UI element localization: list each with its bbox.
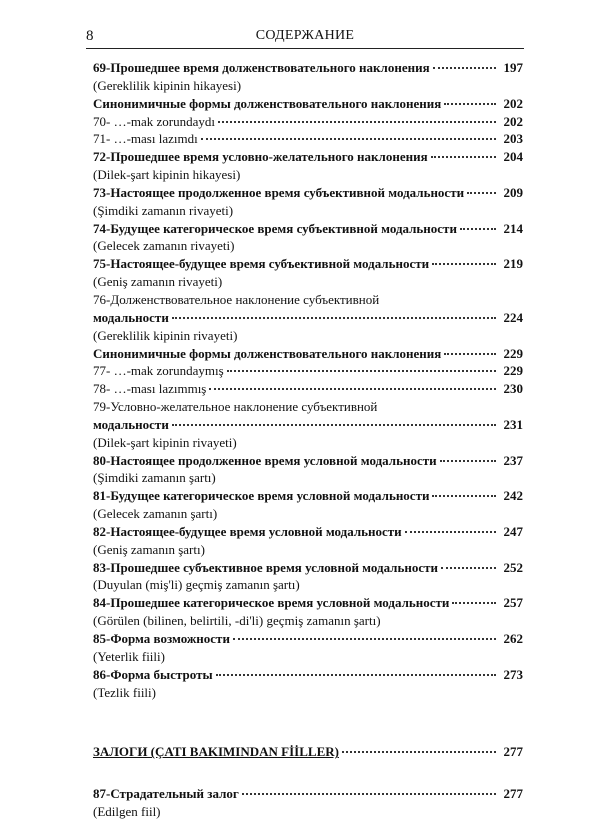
toc-page-number: 242 <box>503 488 523 504</box>
dot-leader <box>218 120 496 123</box>
toc-entry-title: 70- …-mak zorundaydı <box>93 113 216 129</box>
toc-entry-subtitle: (Duyulan (miş'li) geçmiş zamanın şartı) <box>93 577 300 593</box>
dot-leader <box>172 423 496 426</box>
toc-page-number: 262 <box>503 631 523 646</box>
toc-entry <box>93 255 523 273</box>
toc-entry-subtitle: (Yeterlik fiili) <box>93 648 165 664</box>
toc-entry-title: Синонимичные формы долженствовательного наклонения <box>93 95 442 111</box>
toc-page-number: 209 <box>503 184 523 200</box>
dot-leader <box>201 137 496 140</box>
toc-entry <box>93 130 523 148</box>
toc-entry-subtitle: (Dilek-şart kipinin rivayeti) <box>93 434 237 450</box>
toc-entry-subtitle: (Tezlik fiili) <box>93 684 156 700</box>
toc-page-number: 231 <box>503 416 523 432</box>
toc-page-number: 230 <box>503 381 523 397</box>
toc-entry <box>93 220 523 238</box>
toc-page-number: 237 <box>503 452 523 468</box>
toc-entry-title: 83-Прошедшее субъективное время условной модальности <box>93 559 438 575</box>
toc-entry-title: 77- …-mak zorundaymış <box>93 363 224 379</box>
toc-entry <box>93 559 523 577</box>
toc-entry <box>93 345 523 363</box>
toc-entry-title-line: 76-Долженствовательное наклонение субъективной <box>93 291 380 307</box>
toc-entry <box>93 630 523 648</box>
section-page-number: 277 <box>503 744 523 760</box>
page-number: 8 <box>86 28 94 44</box>
toc-page-number: 214 <box>503 220 523 236</box>
toc-entry-subtitle: (Geniş zamanın şartı) <box>93 541 205 557</box>
toc-entry <box>93 95 523 113</box>
toc-entry <box>93 113 523 131</box>
toc-page-number: 277 <box>503 786 523 802</box>
toc-page-number: 247 <box>503 523 523 539</box>
spacer <box>93 761 523 785</box>
toc-entry-title: 84-Прошедшее категорическое время условной модальности <box>93 595 450 611</box>
toc-entry-subtitle: (Gelecek zamanın şartı) <box>93 506 218 522</box>
toc-entry <box>93 59 523 77</box>
toc-entry <box>93 594 523 612</box>
toc-entry <box>93 523 523 541</box>
toc-entry-subtitle: (Dilek-şart kipinin hikayesi) <box>93 167 241 183</box>
toc-entry <box>93 184 523 202</box>
dot-leader <box>452 601 496 604</box>
toc-page-number: 252 <box>503 559 523 575</box>
dot-leader <box>432 494 496 497</box>
dot-leader <box>233 637 496 640</box>
dot-leader <box>460 227 496 230</box>
toc-entry <box>93 666 523 684</box>
toc-entry-subtitle: (Gereklilik kipinin rivayeti) <box>93 327 238 343</box>
toc-entry-title: 72-Прошедшее время условно-желательного наклонения <box>93 149 428 165</box>
toc-entry-title-line: 79-Условно-желательное наклонение субъективной <box>93 399 378 415</box>
toc-entry-title: 71- …-ması lazımdı <box>93 131 198 147</box>
toc-entry-title: 82-Настоящее-будущее время условной модальности <box>93 523 402 539</box>
toc-entry-title: 86-Форма быстроты <box>93 666 213 682</box>
toc-page-number: 229 <box>503 363 523 379</box>
toc-entry <box>93 362 523 380</box>
toc-entry-title: 74-Будущее категорическое время субъективной модальности <box>93 220 457 236</box>
dot-leader <box>440 459 496 462</box>
toc-entry-title: 75-Настоящее-будущее время субъективной модальности <box>93 256 430 272</box>
dot-leader <box>432 262 496 265</box>
toc-page-number: 197 <box>503 60 523 75</box>
toc-page-number: 224 <box>503 309 523 325</box>
toc-entry <box>93 452 523 470</box>
toc-entry-title: 78- …-ması lazımmış <box>93 381 207 397</box>
toc-entry <box>93 380 523 398</box>
toc-entry-subtitle: (Şimdiki zamanın şartı) <box>93 470 216 486</box>
dot-leader <box>216 673 496 676</box>
toc-page-number: 229 <box>503 345 523 361</box>
toc-page-number: 203 <box>503 131 523 147</box>
dot-leader <box>405 530 496 533</box>
toc-entry-subtitle: (Gereklilik kipinin hikayesi) <box>93 77 242 93</box>
page-header <box>86 24 524 49</box>
dot-leader <box>441 566 496 569</box>
toc-entry <box>93 309 523 327</box>
dot-leader <box>209 387 496 390</box>
dot-leader <box>172 316 496 319</box>
toc-entry-title: 87-Страдательный залог <box>93 786 239 802</box>
toc-entry-subtitle: (Edilgen fiil) <box>93 804 161 820</box>
toc-page-number: 257 <box>503 595 523 611</box>
toc-entry-title: 73-Настоящее продолженное время субъективной модальности <box>93 184 465 200</box>
toc-entry <box>93 416 523 434</box>
toc-page-number: 219 <box>503 256 523 272</box>
toc-entry-title: Синонимичные формы долженствовательного наклонения <box>93 345 442 361</box>
toc-page-number: 273 <box>503 666 523 682</box>
toc-entry-title: 81-Будущее категорическое время условной модальности <box>93 488 430 504</box>
toc-page-number: 202 <box>503 113 523 129</box>
section-title: ЗАЛОГИ (ÇATI BAKIMINDAN FİİLLER) <box>93 744 339 760</box>
dot-leader <box>242 792 496 795</box>
dot-leader <box>227 369 496 372</box>
dot-leader <box>342 750 496 753</box>
toc-entry-title: модальности <box>93 416 169 432</box>
toc-section-heading <box>93 743 523 761</box>
spacer <box>93 701 523 725</box>
toc-entry <box>93 148 523 166</box>
toc-entry-title: 85-Форма возможности <box>93 631 230 646</box>
dot-leader <box>444 102 496 105</box>
toc-entry <box>93 487 523 505</box>
toc-entry-title: 80-Настоящее продолженное время условной модальности <box>93 452 437 468</box>
dot-leader <box>433 66 496 69</box>
toc-entry-subtitle: (Şimdiki zamanın rivayeti) <box>93 202 234 218</box>
toc-entry-title: модальности <box>93 309 169 325</box>
toc-entry-subtitle: (Görülen (bilinen, belirtili, -di'li) geçmiş zamanın şartı) <box>93 613 381 629</box>
running-title: СОДЕРЖАНИЕ <box>255 28 355 43</box>
table-of-contents <box>93 59 523 821</box>
toc-page-number: 202 <box>503 95 523 111</box>
toc-entry-subtitle: (Gelecek zamanın rivayeti) <box>93 238 235 254</box>
dot-leader <box>444 352 496 355</box>
toc-entry-subtitle: (Geniş zamanın rivayeti) <box>93 274 223 290</box>
toc-page-number: 204 <box>503 149 523 165</box>
dot-leader <box>431 155 496 158</box>
dot-leader <box>467 191 496 194</box>
toc-entry <box>93 785 523 803</box>
toc-entry-title: 69-Прошедшее время долженствовательного наклонения <box>93 60 430 75</box>
